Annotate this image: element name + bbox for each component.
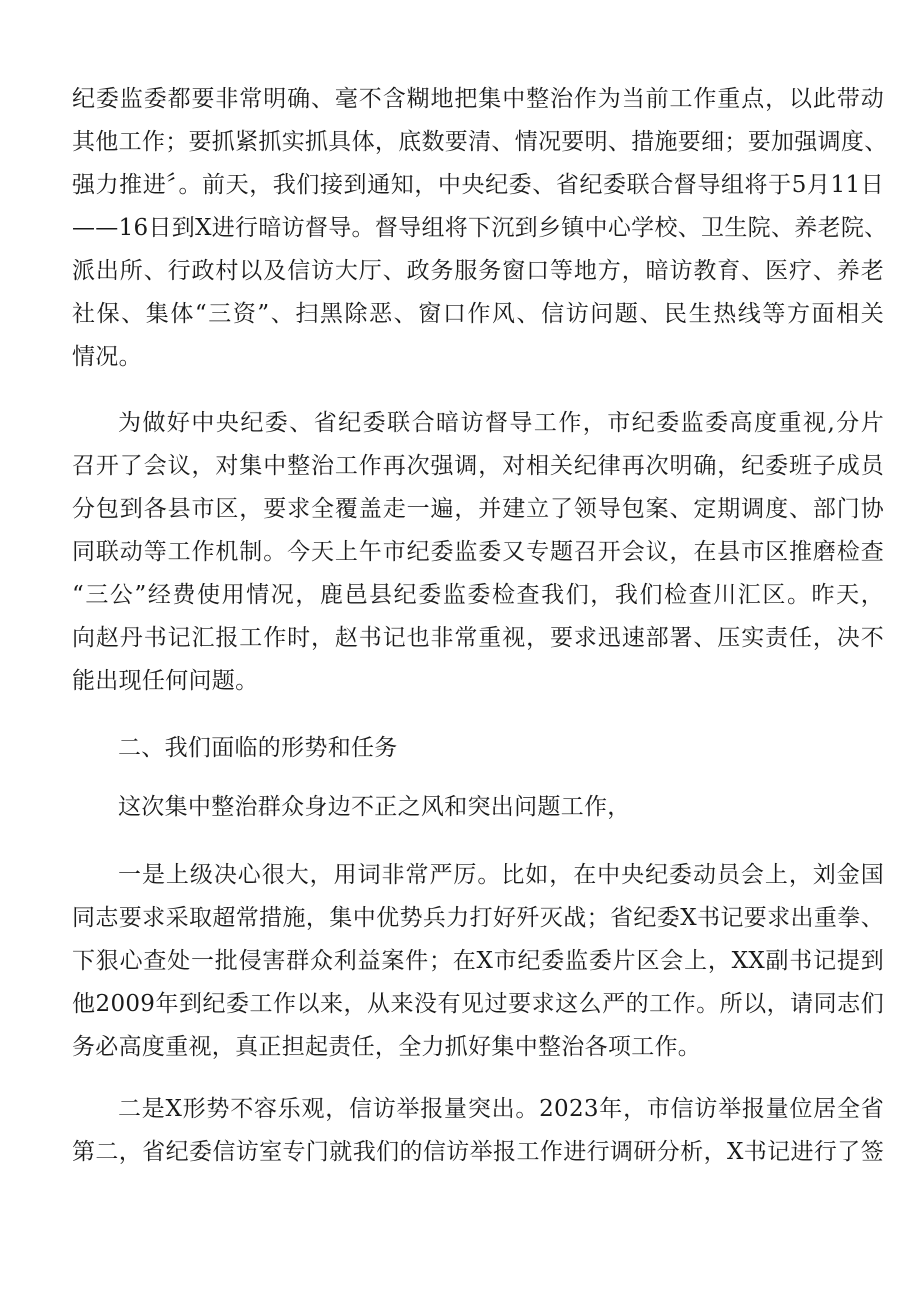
text-line: 向赵丹书记汇报工作时，赵书记也非常重视，要求迅速部署、压实责任，决不 xyxy=(72,625,884,651)
text-line: 派出所、行政村以及信访大厅、政务服务窗口等地方，暗访教育、医疗、养老 xyxy=(72,258,884,284)
text-line: “三公”经费使用情况，鹿邑县纪委监委检查我们，我们检查川汇区。昨天， xyxy=(72,582,884,608)
heading-text: 二、我们面临的形势和任务 xyxy=(118,735,398,761)
text-line: ——16日到X进行暗访督导。督导组将下沉到乡镇中心学校、卫生院、养老院、 xyxy=(72,215,888,241)
paragraph-point-one xyxy=(72,854,884,1069)
text-line: 召开了会议，对集中整治工作再次强调，对相关纪律再次明确，纪委班子成员 xyxy=(72,453,884,479)
paragraph-intro xyxy=(72,786,884,829)
text-line: 纪委监委都要非常明确、毫不含糊地把集中整治作为当前工作重点，以此带动 xyxy=(72,86,884,112)
paragraph-work-arrangement xyxy=(72,402,884,703)
text-line: 情况。 xyxy=(72,344,142,370)
text-line: 二是X形势不容乐观，信访举报量突出。2023年，市信访举报量位居全省 xyxy=(118,1096,884,1122)
text-line: 其他工作；要抓紧抓实抓具体，底数要清、情况要明、措施要细；要加强调度、 xyxy=(72,129,888,155)
text-line: 同志要求采取超常措施，集中优势兵力打好歼灭战；省纪委X书记要求出重拳、 xyxy=(72,905,884,931)
text-line: 这次集中整治群众身边不正之风和突出问题工作， xyxy=(118,794,631,820)
text-line: 分包到各县市区，要求全覆盖走一遍，并建立了领导包案、定期调度、部门协 xyxy=(72,496,884,522)
text-line: 能出现任何问题。 xyxy=(72,668,259,694)
text-line: 同联动等工作机制。今天上午市纪委监委又专题召开会议，在县市区推磨检查 xyxy=(72,539,884,565)
text-line: 强力推进〞。前天，我们接到通知，中央纪委、省纪委联合督导组将于5月11日 xyxy=(72,172,884,198)
text-line: 一是上级决心很大，用词非常严厉。比如，在中央纪委动员会上，刘金国 xyxy=(118,862,884,888)
text-line: 社保、集体“三资”、扫黑除恶、窗口作风、信访问题、民生热线等方面相关 xyxy=(72,301,884,327)
text-line: 他2009年到纪委工作以来，从来没有见过要求这么严的工作。所以，请同志们 xyxy=(72,991,884,1017)
section-heading xyxy=(72,727,884,770)
paragraph-point-two xyxy=(72,1088,884,1174)
text-line: 第二，省纪委信访室专门就我们的信访举报工作进行调研分析，X书记进行了签 xyxy=(72,1139,884,1165)
text-line: 下狠心查处一批侵害群众利益案件；在X市纪委监委片区会上，XX副书记提到 xyxy=(72,948,884,974)
paragraph-supervision-notice xyxy=(72,78,888,379)
text-line: 为做好中央纪委、省纪委联合暗访督导工作，市纪委监委高度重视,分片 xyxy=(118,410,884,436)
text-line: 务必高度重视，真正担起责任，全力抓好集中整治各项工作。 xyxy=(72,1034,702,1060)
